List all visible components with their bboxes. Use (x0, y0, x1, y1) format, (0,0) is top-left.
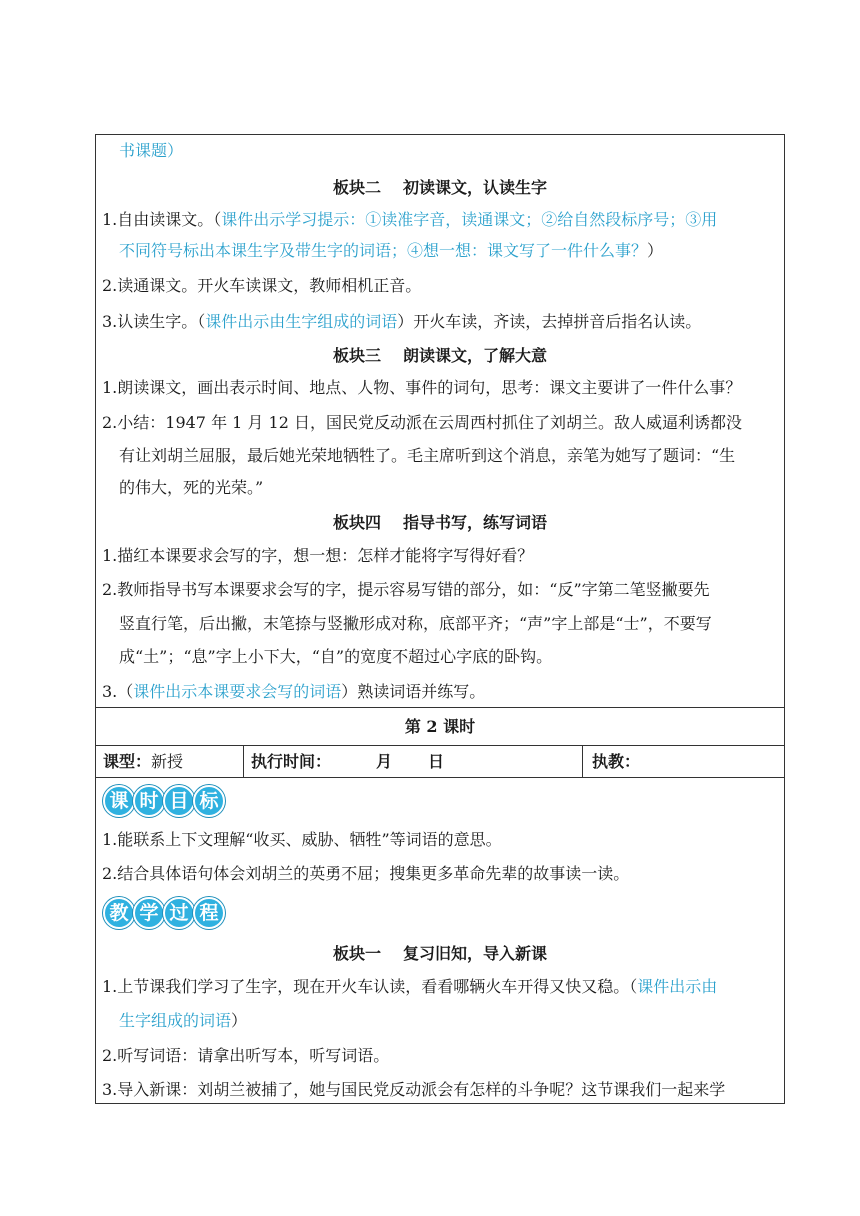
row-divider (96, 745, 784, 746)
type-label: 课型： (103, 752, 152, 771)
highlight-text: 不同符号标出本课生字及带生字的词语；④想一想：课文写了一件什么事？ (119, 241, 648, 260)
lesson-title: 第 2 课时 (404, 717, 476, 736)
text-line (119, 446, 797, 466)
heading-title: 复习旧知，导入新课 (403, 944, 548, 963)
highlight-text: 课件出示由 (637, 977, 718, 996)
text-line (119, 241, 797, 261)
section-heading-process1 (95, 944, 785, 964)
body-text: 1.上节课我们学习了生字，现在开火车认读，看看哪辆火车开得又快又稳。（ (102, 977, 638, 996)
body-text: 2.教师指导书写本课要求会写的字，提示容易写错的部分，如：“反”字第二笔竖撇要先 (102, 580, 710, 599)
body-text: 1.朗读课文，画出表示时间、地点、人物、事件的词句，思考：课文主要讲了一件什么事？ (102, 378, 742, 397)
exec-day: 日 (428, 752, 445, 771)
row-divider (96, 707, 784, 708)
body-text: ） (231, 1011, 248, 1030)
body-text: 的伟大，死的光荣。” (119, 478, 264, 497)
text-line (119, 141, 797, 161)
body-text: ）开火车读，齐读，去掉拼音后指名认读。 (397, 312, 702, 331)
heading-label: 板块一 (332, 944, 381, 963)
teacher-label: 执教： (592, 752, 641, 771)
highlight-text: 课件出示学习提示：①读准字音，读通课文；②给自然段标序号；③用 (221, 210, 718, 229)
badge-char: 标 (193, 785, 225, 817)
body-text: 1.自由读课文。（ (102, 210, 222, 229)
highlight-text: 书课题） (119, 141, 184, 160)
badge-char: 课 (103, 785, 135, 817)
section-heading-block2 (95, 178, 785, 198)
exec-time-label: 执行时间： (251, 752, 332, 771)
type-value: 新授 (151, 752, 184, 771)
heading-label: 板块三 (332, 346, 381, 365)
text-line (102, 210, 780, 230)
row-divider (96, 777, 784, 778)
badge-char: 学 (133, 897, 165, 929)
exec-month: 月 (376, 752, 393, 771)
text-line (102, 413, 780, 433)
col-divider (243, 745, 244, 777)
body-text: 2.小结：1947 年 1 月 12 日，国民党反动派在云周西村抓住了刘胡兰。敌人威逼利诱都没 (102, 413, 742, 432)
text-line (102, 546, 780, 566)
lesson-type (103, 752, 183, 772)
heading-title: 指导书写，练写词语 (403, 513, 548, 532)
col-divider (582, 745, 583, 777)
body-text: 竖直行笔，后出撇，末笔捺与竖撇形成对称，底部平齐；“声”字上部是“士”，不要写 (119, 614, 712, 633)
heading-title: 初读课文，认读生字 (403, 178, 548, 197)
text-line (102, 276, 780, 296)
text-line (102, 580, 780, 600)
goals-badge (103, 785, 223, 819)
highlight-text: 课件出示本课要求会写的词语 (133, 682, 342, 701)
heading-title: 朗读课文，了解大意 (403, 346, 548, 365)
text-line (102, 977, 780, 997)
text-line (119, 1011, 797, 1031)
badge-char: 过 (163, 897, 195, 929)
body-text: 1.描红本课要求会写的字，想一想：怎样才能将字写得好看？ (102, 546, 534, 565)
body-text: 3.（ (102, 682, 134, 701)
body-text: 3.导入新课：刘胡兰被捕了，她与国民党反动派会有怎样的斗争呢？这节课我们一起来学 (102, 1080, 726, 1099)
heading-label: 板块四 (332, 513, 381, 532)
badge-char: 目 (163, 785, 195, 817)
text-line (119, 478, 797, 498)
body-text: 成“土”；“息”字上小下大，“自”的宽度不超过心字底的卧钩。 (119, 647, 553, 666)
body-text: 3.认读生字。（ (102, 312, 206, 331)
highlight-text: 课件出示由生字组成的词语 (205, 312, 398, 331)
body-text: 2.读通课文。开火车读课文，教师相机正音。 (102, 276, 422, 295)
heading-label: 板块二 (332, 178, 381, 197)
text-line (102, 312, 780, 332)
section-heading-block3 (95, 346, 785, 366)
body-text: 有让刘胡兰屈服，最后她光荣地牺牲了。毛主席听到这个消息，亲笔为她写了题词：“生 (119, 446, 736, 465)
text-line (102, 1046, 780, 1066)
body-text: 2.听写词语：请拿出听写本，听写词语。 (102, 1046, 390, 1065)
body-text: ） (647, 241, 664, 260)
badge-char: 时 (133, 785, 165, 817)
process-badge (103, 897, 223, 931)
body-text: ）熟读词语并练写。 (341, 682, 486, 701)
text-line (102, 378, 780, 398)
badge-char: 程 (193, 897, 225, 929)
goal-item: 2.结合具体语句体会刘胡兰的英勇不屈；搜集更多革命先辈的故事读一读。 (102, 864, 630, 883)
badge-char: 教 (103, 897, 135, 929)
text-line (119, 647, 797, 667)
text-line (102, 682, 780, 702)
text-line (102, 1080, 780, 1100)
section-heading-block4 (95, 513, 785, 533)
highlight-text: 生字组成的词语 (119, 1011, 232, 1030)
goal-item: 1.能联系上下文理解“收买、威胁、牺牲”等词语的意思。 (102, 830, 502, 849)
text-line (119, 614, 797, 634)
